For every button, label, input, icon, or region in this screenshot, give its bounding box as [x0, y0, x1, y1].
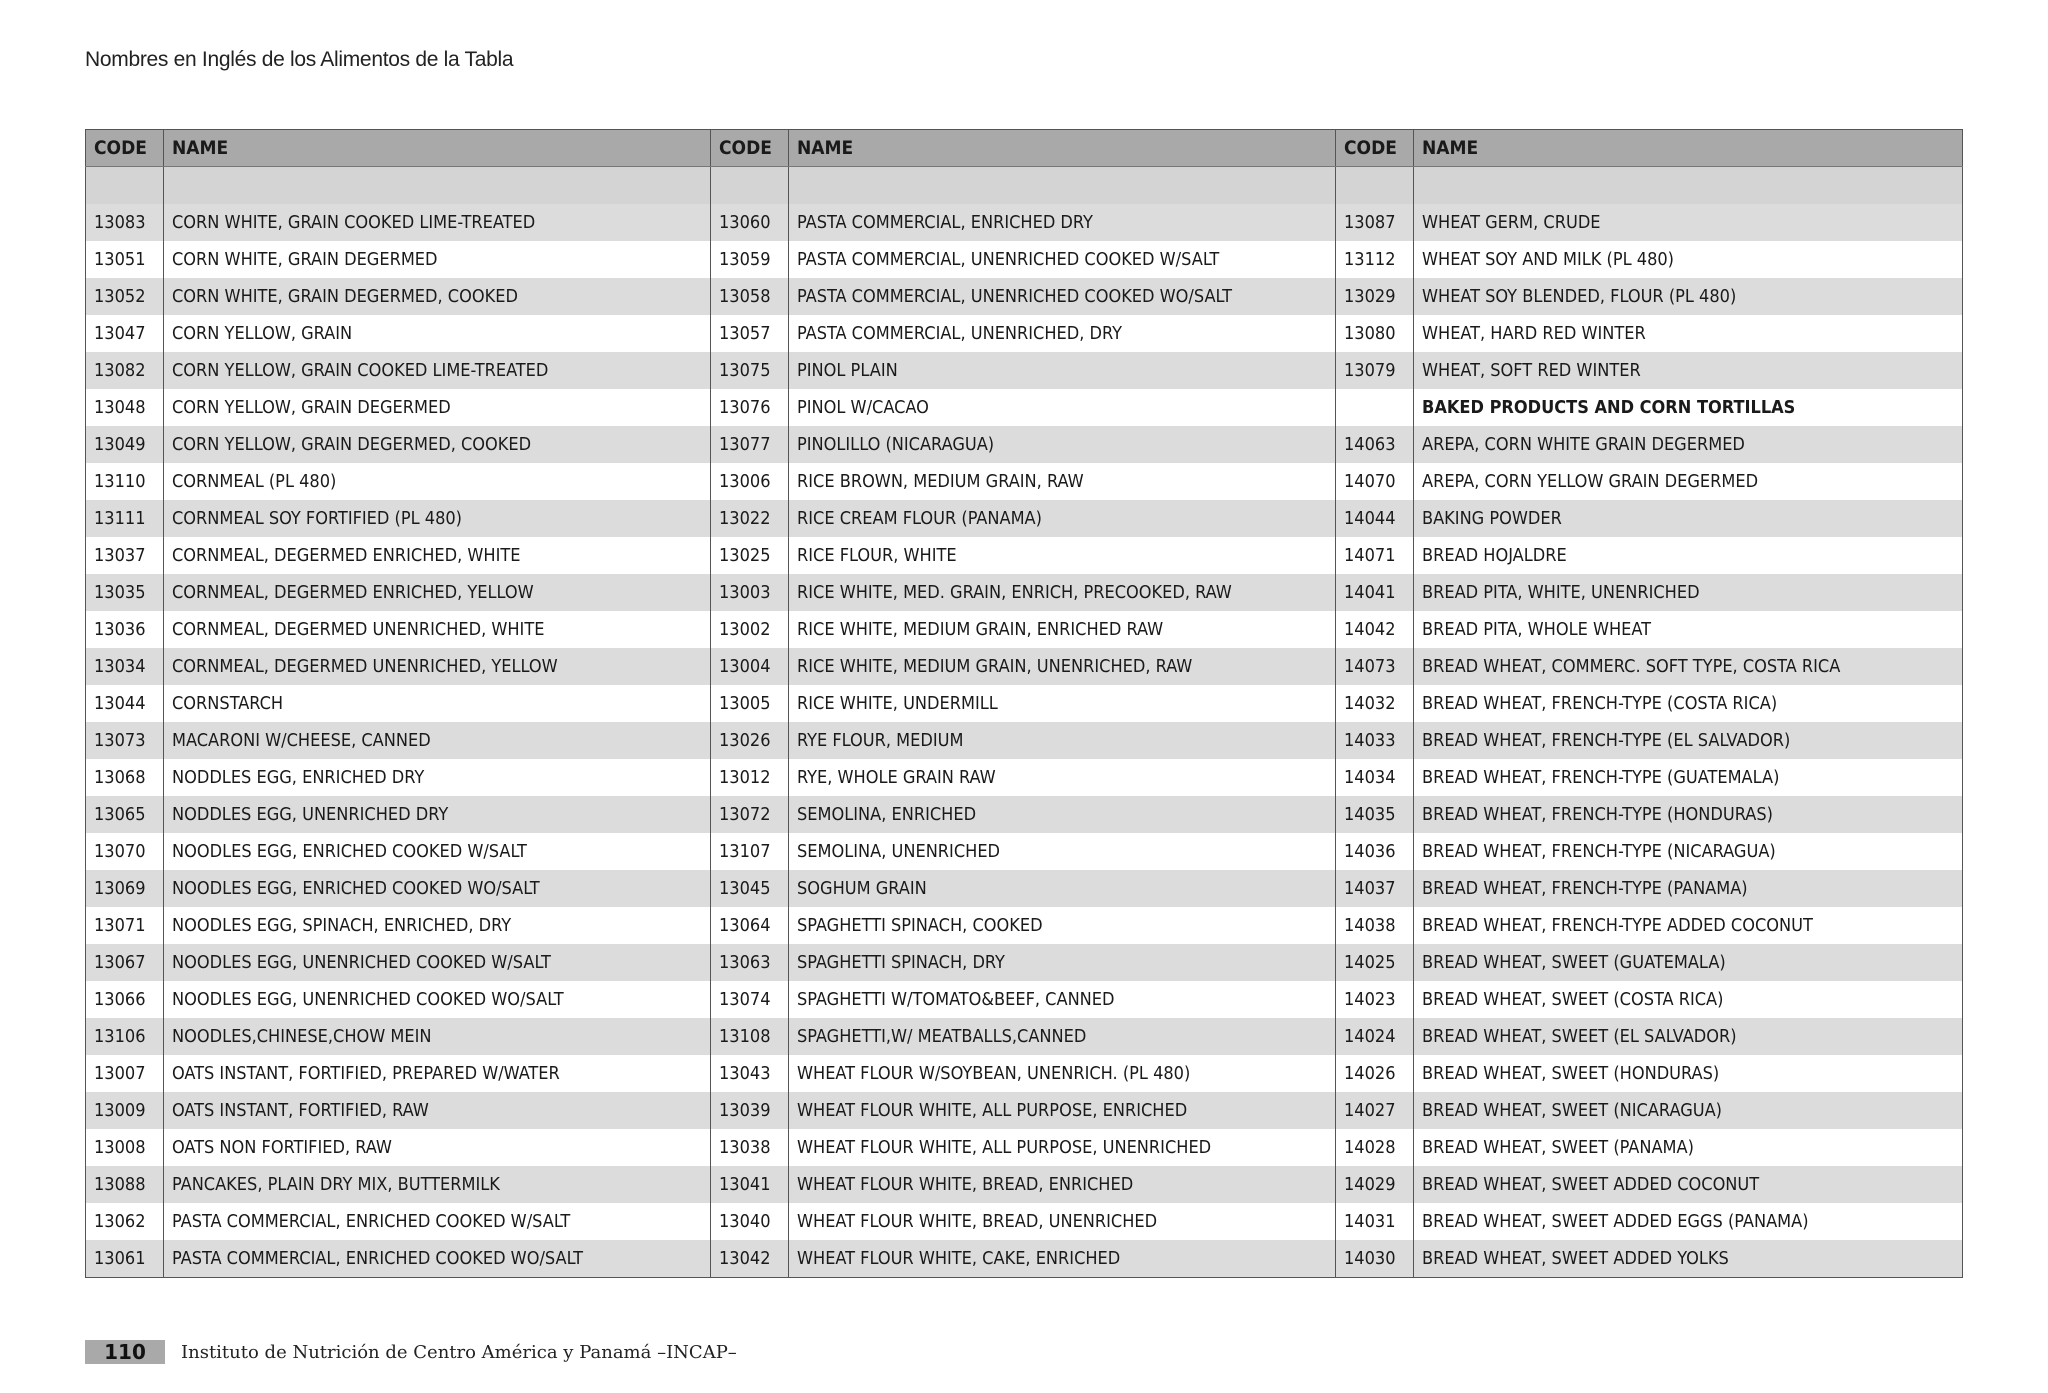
food-name-cell: SEMOLINA, UNENRICHED — [789, 833, 1336, 870]
food-code-cell: 14038 — [1336, 907, 1414, 944]
spacer-cell — [86, 167, 164, 205]
food-name-cell: RICE CREAM FLOUR (PANAMA) — [789, 500, 1336, 537]
food-name-cell: CORNSTARCH — [164, 685, 711, 722]
food-code-cell: 13003 — [711, 574, 789, 611]
table-row — [86, 1240, 1963, 1278]
food-name-cell: WHEAT, HARD RED WINTER — [1414, 315, 1963, 352]
food-name-cell: WHEAT FLOUR W/SOYBEAN, UNENRICH. (PL 480) — [789, 1055, 1336, 1092]
food-code-cell: 13065 — [86, 796, 164, 833]
food-code-cell: 14026 — [1336, 1055, 1414, 1092]
table-row — [86, 426, 1963, 463]
food-code-cell: 13034 — [86, 648, 164, 685]
food-code-cell: 13070 — [86, 833, 164, 870]
food-name-cell: RYE FLOUR, MEDIUM — [789, 722, 1336, 759]
food-code-cell: 13051 — [86, 241, 164, 278]
food-code-cell: 14028 — [1336, 1129, 1414, 1166]
food-name-cell: CORN WHITE, GRAIN DEGERMED — [164, 241, 711, 278]
food-name-cell: NODDLES EGG, ENRICHED DRY — [164, 759, 711, 796]
table-row — [86, 1055, 1963, 1092]
table-row — [86, 648, 1963, 685]
food-name-cell: BREAD WHEAT, SWEET (NICARAGUA) — [1414, 1092, 1963, 1129]
food-code-cell: 13049 — [86, 426, 164, 463]
food-name-cell: WHEAT GERM, CRUDE — [1414, 204, 1963, 241]
food-name-cell: CORNMEAL, DEGERMED UNENRICHED, WHITE — [164, 611, 711, 648]
food-code-cell: 13005 — [711, 685, 789, 722]
page-number: 110 — [85, 1340, 165, 1364]
food-name-cell: RICE FLOUR, WHITE — [789, 537, 1336, 574]
table-row — [86, 537, 1963, 574]
food-code-cell: 14041 — [1336, 574, 1414, 611]
table-row — [86, 759, 1963, 796]
food-name-cell: CORNMEAL SOY FORTIFIED (PL 480) — [164, 500, 711, 537]
food-name-cell: SPAGHETTI W/TOMATO&BEEF, CANNED — [789, 981, 1336, 1018]
table-row — [86, 241, 1963, 278]
food-name-cell: CORN YELLOW, GRAIN DEGERMED, COOKED — [164, 426, 711, 463]
food-name-cell: SEMOLINA, ENRICHED — [789, 796, 1336, 833]
food-name-cell: PINOL PLAIN — [789, 352, 1336, 389]
food-code-cell: 14033 — [1336, 722, 1414, 759]
food-code-cell: 13110 — [86, 463, 164, 500]
food-code-cell: 13029 — [1336, 278, 1414, 315]
food-name-cell: PASTA COMMERCIAL, UNENRICHED COOKED WO/SALT — [789, 278, 1336, 315]
food-name-cell: NOODLES EGG, UNENRICHED COOKED WO/SALT — [164, 981, 711, 1018]
food-name-cell: WHEAT SOY AND MILK (PL 480) — [1414, 241, 1963, 278]
food-name-cell: RICE WHITE, MEDIUM GRAIN, UNENRICHED, RAW — [789, 648, 1336, 685]
food-code-cell: 14029 — [1336, 1166, 1414, 1203]
food-code-cell: 13044 — [86, 685, 164, 722]
food-code-cell: 14030 — [1336, 1240, 1414, 1278]
food-code-cell: 13087 — [1336, 204, 1414, 241]
spacer-cell — [164, 167, 711, 205]
table-row — [86, 722, 1963, 759]
food-name-cell: SPAGHETTI,W/ MEATBALLS,CANNED — [789, 1018, 1336, 1055]
food-name-cell: WHEAT SOY BLENDED, FLOUR (PL 480) — [1414, 278, 1963, 315]
food-code-cell: 13069 — [86, 870, 164, 907]
food-code-cell: 13036 — [86, 611, 164, 648]
food-code-cell: 13004 — [711, 648, 789, 685]
food-code-cell: 13068 — [86, 759, 164, 796]
page-header: Nombres en Inglés de los Alimentos de la Tabla — [85, 48, 514, 71]
food-name-cell: BREAD PITA, WHOLE WHEAT — [1414, 611, 1963, 648]
food-name-cell: BREAD WHEAT, FRENCH-TYPE (PANAMA) — [1414, 870, 1963, 907]
food-name-cell: PASTA COMMERCIAL, ENRICHED COOKED WO/SALT — [164, 1240, 711, 1278]
food-code-cell: 13106 — [86, 1018, 164, 1055]
food-code-cell: 13072 — [711, 796, 789, 833]
food-code-cell: 13038 — [711, 1129, 789, 1166]
table-row — [86, 278, 1963, 315]
food-name-cell: BREAD WHEAT, FRENCH-TYPE (EL SALVADOR) — [1414, 722, 1963, 759]
food-name-cell: CORN YELLOW, GRAIN COOKED LIME-TREATED — [164, 352, 711, 389]
food-name-cell: BREAD WHEAT, SWEET (EL SALVADOR) — [1414, 1018, 1963, 1055]
food-code-cell: 13035 — [86, 574, 164, 611]
food-name-cell: AREPA, CORN WHITE GRAIN DEGERMED — [1414, 426, 1963, 463]
table-row — [86, 574, 1963, 611]
food-code-cell — [1336, 389, 1414, 426]
food-code-cell: 13112 — [1336, 241, 1414, 278]
food-name-cell: WHEAT FLOUR WHITE, ALL PURPOSE, UNENRICHED — [789, 1129, 1336, 1166]
spacer-cell — [711, 167, 789, 205]
food-name-cell: PASTA COMMERCIAL, UNENRICHED, DRY — [789, 315, 1336, 352]
food-code-cell: 14071 — [1336, 537, 1414, 574]
food-code-cell: 13059 — [711, 241, 789, 278]
food-name-cell: RICE WHITE, MEDIUM GRAIN, ENRICHED RAW — [789, 611, 1336, 648]
column-header-code: CODE — [86, 130, 164, 167]
food-code-cell: 13077 — [711, 426, 789, 463]
food-code-cell: 14036 — [1336, 833, 1414, 870]
table-spacer-row — [86, 167, 1963, 205]
table-row — [86, 1166, 1963, 1203]
food-code-cell: 13039 — [711, 1092, 789, 1129]
section-heading-cell: BAKED PRODUCTS AND CORN TORTILLAS — [1414, 389, 1963, 426]
food-code-cell: 13108 — [711, 1018, 789, 1055]
food-name-cell: BREAD WHEAT, COMMERC. SOFT TYPE, COSTA RICA — [1414, 648, 1963, 685]
food-code-cell: 13061 — [86, 1240, 164, 1278]
food-code-cell: 14034 — [1336, 759, 1414, 796]
table-row — [86, 1092, 1963, 1129]
food-code-cell: 13022 — [711, 500, 789, 537]
food-code-cell: 14044 — [1336, 500, 1414, 537]
page-footer — [85, 1340, 737, 1364]
food-name-cell: CORNMEAL (PL 480) — [164, 463, 711, 500]
food-name-cell: PANCAKES, PLAIN DRY MIX, BUTTERMILK — [164, 1166, 711, 1203]
food-code-cell: 13083 — [86, 204, 164, 241]
food-code-cell: 13042 — [711, 1240, 789, 1278]
food-name-cell: BREAD WHEAT, FRENCH-TYPE (NICARAGUA) — [1414, 833, 1963, 870]
food-code-cell: 13057 — [711, 315, 789, 352]
food-name-cell: BREAD WHEAT, SWEET (PANAMA) — [1414, 1129, 1963, 1166]
food-code-cell: 13067 — [86, 944, 164, 981]
food-name-cell: NOODLES EGG, SPINACH, ENRICHED, DRY — [164, 907, 711, 944]
food-code-cell: 14027 — [1336, 1092, 1414, 1129]
food-code-cell: 14042 — [1336, 611, 1414, 648]
food-name-cell: BREAD WHEAT, SWEET (HONDURAS) — [1414, 1055, 1963, 1092]
food-code-cell: 13063 — [711, 944, 789, 981]
food-code-cell: 13037 — [86, 537, 164, 574]
food-code-cell: 13074 — [711, 981, 789, 1018]
column-header-code: CODE — [711, 130, 789, 167]
food-code-cell: 13040 — [711, 1203, 789, 1240]
table-row — [86, 315, 1963, 352]
table-body — [86, 167, 1963, 1278]
table-row — [86, 796, 1963, 833]
food-code-cell: 13080 — [1336, 315, 1414, 352]
food-code-cell: 14070 — [1336, 463, 1414, 500]
food-name-cell: OATS INSTANT, FORTIFIED, PREPARED W/WATER — [164, 1055, 711, 1092]
food-name-cell: RYE, WHOLE GRAIN RAW — [789, 759, 1336, 796]
food-code-cell: 14031 — [1336, 1203, 1414, 1240]
food-name-cell: NOODLES EGG, UNENRICHED COOKED W/SALT — [164, 944, 711, 981]
footer-institution: Instituto de Nutrición de Centro América y Panamá –INCAP– — [181, 1341, 737, 1363]
food-code-cell: 13009 — [86, 1092, 164, 1129]
food-code-cell: 13073 — [86, 722, 164, 759]
food-code-cell: 14063 — [1336, 426, 1414, 463]
table-row — [86, 500, 1963, 537]
food-name-cell: WHEAT FLOUR WHITE, BREAD, UNENRICHED — [789, 1203, 1336, 1240]
food-name-cell: BREAD HOJALDRE — [1414, 537, 1963, 574]
food-name-cell: PASTA COMMERCIAL, ENRICHED COOKED W/SALT — [164, 1203, 711, 1240]
food-name-cell: PINOL W/CACAO — [789, 389, 1336, 426]
food-name-cell: BREAD WHEAT, SWEET (GUATEMALA) — [1414, 944, 1963, 981]
food-code-cell: 13002 — [711, 611, 789, 648]
food-name-cell: RICE WHITE, UNDERMILL — [789, 685, 1336, 722]
food-code-cell: 13052 — [86, 278, 164, 315]
food-code-cell: 13008 — [86, 1129, 164, 1166]
food-name-cell: CORN YELLOW, GRAIN — [164, 315, 711, 352]
food-code-cell: 14025 — [1336, 944, 1414, 981]
food-name-cell: BREAD WHEAT, FRENCH-TYPE ADDED COCONUT — [1414, 907, 1963, 944]
table-row — [86, 1203, 1963, 1240]
food-name-cell: BREAD WHEAT, SWEET ADDED YOLKS — [1414, 1240, 1963, 1278]
food-code-cell: 13006 — [711, 463, 789, 500]
food-code-cell: 13058 — [711, 278, 789, 315]
table-row — [86, 944, 1963, 981]
food-code-cell: 14024 — [1336, 1018, 1414, 1055]
food-name-cell: AREPA, CORN YELLOW GRAIN DEGERMED — [1414, 463, 1963, 500]
food-name-cell: CORNMEAL, DEGERMED ENRICHED, YELLOW — [164, 574, 711, 611]
food-code-cell: 13060 — [711, 204, 789, 241]
food-code-cell: 14035 — [1336, 796, 1414, 833]
food-name-cell: SPAGHETTI SPINACH, DRY — [789, 944, 1336, 981]
food-name-cell: BREAD WHEAT, SWEET (COSTA RICA) — [1414, 981, 1963, 1018]
food-code-cell: 13062 — [86, 1203, 164, 1240]
food-code-cell: 13107 — [711, 833, 789, 870]
food-name-cell: BREAD WHEAT, SWEET ADDED COCONUT — [1414, 1166, 1963, 1203]
column-header-code: CODE — [1336, 130, 1414, 167]
column-header-name: NAME — [164, 130, 711, 167]
food-name-cell: WHEAT FLOUR WHITE, ALL PURPOSE, ENRICHED — [789, 1092, 1336, 1129]
food-name-cell: BREAD WHEAT, FRENCH-TYPE (GUATEMALA) — [1414, 759, 1963, 796]
food-name-cell: NODDLES EGG, UNENRICHED DRY — [164, 796, 711, 833]
food-name-cell: WHEAT FLOUR WHITE, CAKE, ENRICHED — [789, 1240, 1336, 1278]
food-code-cell: 13012 — [711, 759, 789, 796]
food-code-cell: 13082 — [86, 352, 164, 389]
food-code-cell: 13025 — [711, 537, 789, 574]
food-name-cell: BREAD WHEAT, SWEET ADDED EGGS (PANAMA) — [1414, 1203, 1963, 1240]
food-name-cell: CORN WHITE, GRAIN DEGERMED, COOKED — [164, 278, 711, 315]
food-code-cell: 14037 — [1336, 870, 1414, 907]
food-name-cell: BREAD PITA, WHITE, UNENRICHED — [1414, 574, 1963, 611]
food-name-cell: MACARONI W/CHEESE, CANNED — [164, 722, 711, 759]
food-name-cell: NOODLES,CHINESE,CHOW MEIN — [164, 1018, 711, 1055]
food-names-table — [85, 129, 1963, 1278]
food-code-cell: 13026 — [711, 722, 789, 759]
table-header-row — [86, 130, 1963, 167]
table-row — [86, 1018, 1963, 1055]
food-code-cell: 13064 — [711, 907, 789, 944]
food-code-cell: 14032 — [1336, 685, 1414, 722]
food-name-cell: OATS NON FORTIFIED, RAW — [164, 1129, 711, 1166]
table-row — [86, 204, 1963, 241]
food-code-cell: 13079 — [1336, 352, 1414, 389]
food-code-cell: 13048 — [86, 389, 164, 426]
table-row — [86, 1129, 1963, 1166]
food-code-cell: 13076 — [711, 389, 789, 426]
food-name-cell: BREAD WHEAT, FRENCH-TYPE (HONDURAS) — [1414, 796, 1963, 833]
food-name-cell: CORNMEAL, DEGERMED ENRICHED, WHITE — [164, 537, 711, 574]
food-name-cell: CORN WHITE, GRAIN COOKED LIME-TREATED — [164, 204, 711, 241]
column-header-name: NAME — [789, 130, 1336, 167]
spacer-cell — [1414, 167, 1963, 205]
food-name-cell: PINOLILLO (NICARAGUA) — [789, 426, 1336, 463]
food-name-cell: WHEAT, SOFT RED WINTER — [1414, 352, 1963, 389]
food-code-cell: 13045 — [711, 870, 789, 907]
food-name-cell: BREAD WHEAT, FRENCH-TYPE (COSTA RICA) — [1414, 685, 1963, 722]
food-code-cell: 13066 — [86, 981, 164, 1018]
table-row — [86, 611, 1963, 648]
food-code-cell: 13075 — [711, 352, 789, 389]
food-name-cell: NOODLES EGG, ENRICHED COOKED W/SALT — [164, 833, 711, 870]
food-name-cell: PASTA COMMERCIAL, UNENRICHED COOKED W/SALT — [789, 241, 1336, 278]
food-code-cell: 13088 — [86, 1166, 164, 1203]
food-code-cell: 14023 — [1336, 981, 1414, 1018]
food-name-cell: SOGHUM GRAIN — [789, 870, 1336, 907]
food-name-cell: OATS INSTANT, FORTIFIED, RAW — [164, 1092, 711, 1129]
food-name-cell: SPAGHETTI SPINACH, COOKED — [789, 907, 1336, 944]
table-row — [86, 833, 1963, 870]
food-code-cell: 13111 — [86, 500, 164, 537]
food-name-cell: NOODLES EGG, ENRICHED COOKED WO/SALT — [164, 870, 711, 907]
spacer-cell — [789, 167, 1336, 205]
food-name-cell: RICE WHITE, MED. GRAIN, ENRICH, PRECOOKED, RAW — [789, 574, 1336, 611]
food-name-cell: WHEAT FLOUR WHITE, BREAD, ENRICHED — [789, 1166, 1336, 1203]
column-header-name: NAME — [1414, 130, 1963, 167]
food-code-cell: 13043 — [711, 1055, 789, 1092]
table-row — [86, 685, 1963, 722]
food-name-cell: CORN YELLOW, GRAIN DEGERMED — [164, 389, 711, 426]
food-name-cell: CORNMEAL, DEGERMED UNENRICHED, YELLOW — [164, 648, 711, 685]
food-name-cell: PASTA COMMERCIAL, ENRICHED DRY — [789, 204, 1336, 241]
table-row — [86, 352, 1963, 389]
food-name-cell: RICE BROWN, MEDIUM GRAIN, RAW — [789, 463, 1336, 500]
table-row — [86, 907, 1963, 944]
food-name-cell: BAKING POWDER — [1414, 500, 1963, 537]
food-code-cell: 13047 — [86, 315, 164, 352]
food-code-cell: 13071 — [86, 907, 164, 944]
spacer-cell — [1336, 167, 1414, 205]
food-code-cell: 13007 — [86, 1055, 164, 1092]
table-row — [86, 870, 1963, 907]
table-row — [86, 463, 1963, 500]
table-row — [86, 389, 1963, 426]
table-row — [86, 981, 1963, 1018]
food-code-cell: 14073 — [1336, 648, 1414, 685]
food-code-cell: 13041 — [711, 1166, 789, 1203]
